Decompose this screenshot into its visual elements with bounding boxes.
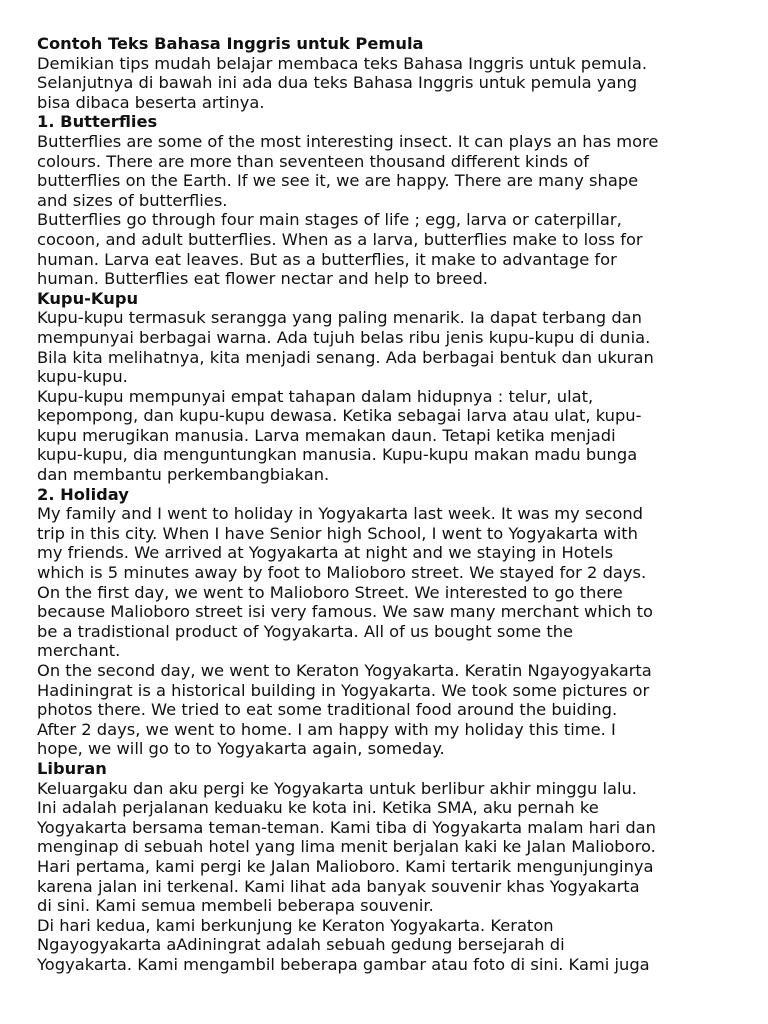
text-line: menginap di sebuah hotel yang lima menit berjalan kaki ke Jalan Malioboro. [37, 837, 656, 857]
text-line: because Malioboro street isi very famous. We saw many merchant which to [37, 602, 653, 622]
text-line: merchant. [37, 641, 121, 661]
intro-line: Selanjutnya di bawah ini ada dua teks Bahasa Inggris untuk pemula yang [37, 73, 638, 93]
section-heading: 2. Holiday [37, 484, 129, 504]
text-line: photos there. We tried to eat some traditional food around the buiding. [37, 700, 618, 720]
text-line: be a tradistional product of Yogyakarta. All of us bought some the [37, 621, 574, 641]
text-line: mempunyai berbagai warna. Ada tujuh belas ribu jenis kupu-kupu di dunia. [37, 327, 651, 347]
text-line: Hadiningrat is a historical building in Yogyakarta. We took some pictures or [37, 680, 650, 700]
text-line: colours. There are more than seventeen thousand different kinds of [37, 151, 590, 171]
text-line: cocoon, and adult butterflies. When as a larva, butterflies make to loss for [37, 229, 643, 249]
text-line: human. Larva eat leaves. But as a butterflies, it make to advantage for [37, 249, 617, 269]
section-heading: 1. Butterflies [37, 112, 158, 132]
text-line: dan membantu perkembangbiakan. [37, 465, 330, 485]
text-line: karena jalan ini terkenal. Kami lihat ada banyak souvenir khas Yogyakarta [37, 876, 640, 896]
text-line: Hari pertama, kami pergi ke Jalan Malioboro. Kami tertarik mengunjunginya [37, 856, 654, 876]
document-page [37, 34, 749, 975]
section-holiday [37, 485, 749, 759]
document-title: Contoh Teks Bahasa Inggris untuk Pemula [37, 34, 424, 53]
text-line: human. Butterflies eat flower nectar and help to breed. [37, 269, 488, 289]
text-line: and sizes of butterflies. [37, 190, 228, 210]
text-line: After 2 days, we went to home. I am happy with my holiday this time. I [37, 719, 616, 739]
text-line: kupu merugikan manusia. Larva memakan daun. Tetapi ketika menjadi [37, 425, 616, 445]
text-line: Kupu-kupu termasuk serangga yang paling menarik. Ia dapat terbang dan [37, 308, 642, 328]
section-liburan [37, 759, 749, 975]
section-heading: Kupu-Kupu [37, 288, 139, 308]
text-line: On the second day, we went to Keraton Yogyakarta. Keratin Ngayogyakarta [37, 661, 652, 680]
text-line: On the first day, we went to Malioboro Street. We interested to go there [37, 582, 623, 602]
text-line: Ini adalah perjalanan keduaku ke kota ini. Ketika SMA, aku pernah ke [37, 798, 599, 818]
text-line: di sini. Kami semua membeli beberapa souvenir. [37, 896, 434, 916]
text-line: Butterflies go through four main stages of life ; egg, larva or caterpillar, [37, 210, 622, 230]
section-kupu-kupu [37, 289, 749, 485]
text-line: Yogyakarta bersama teman-teman. Kami tiba di Yogyakarta malam hari dan [37, 817, 656, 837]
text-line: hope, we will go to to Yogyakarta again, someday. [37, 739, 445, 759]
text-line: Bila kita melihatnya, kita menjadi senang. Ada berbagai bentuk dan ukuran [37, 347, 654, 367]
text-line: my friends. We arrived at Yogyakarta at night and we staying in Hotels [37, 543, 614, 563]
text-line: Di hari kedua, kami berkunjung ke Keraton Yogyakarta. Keraton [37, 915, 554, 935]
text-line: Ngayogyakarta aAdiningrat adalah sebuah gedung bersejarah di [37, 935, 565, 955]
text-line: kupu-kupu, dia menguntungkan manusia. Kupu-kupu makan madu bunga [37, 445, 638, 465]
text-line: trip in this city. When I have Senior high School, I went to Yogyakarta with [37, 523, 638, 543]
section-heading: Liburan [37, 758, 107, 778]
section-butterflies [37, 112, 749, 288]
text-line: My family and I went to holiday in Yogyakarta last week. It was my second [37, 504, 644, 524]
intro-line: Demikian tips mudah belajar membaca teks Bahasa Inggris untuk pemula. [37, 53, 647, 73]
text-line: kepompong, dan kupu-kupu dewasa. Ketika sebagai larva atau ulat, kupu- [37, 406, 642, 426]
text-line: Butterflies are some of the most interesting insect. It can plays an has more [37, 131, 659, 151]
intro-line: bisa dibaca beserta artinya. [37, 92, 265, 112]
intro-paragraph [37, 54, 749, 113]
text-line: Keluargaku dan aku pergi ke Yogyakarta untuk berlibur akhir minggu lalu. [37, 778, 637, 798]
text-line: which is 5 minutes away by foot to Malioboro street. We stayed for 2 days. [37, 563, 647, 583]
text-line: kupu-kupu. [37, 367, 128, 387]
text-line: Kupu-kupu mempunyai empat tahapan dalam hidupnya : telur, ulat, [37, 386, 594, 406]
text-line: Yogyakarta. Kami mengambil beberapa gambar atau foto di sini. Kami juga [37, 954, 650, 974]
text-line: butterflies on the Earth. If we see it, we are happy. There are many shape [37, 171, 639, 191]
